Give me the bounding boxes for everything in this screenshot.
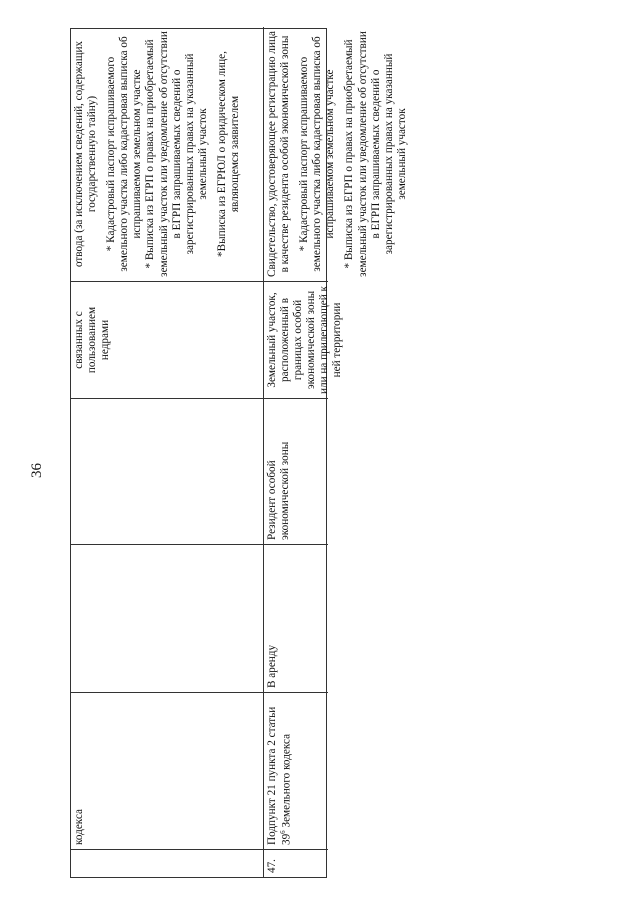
legal-basis-superscript: 6 <box>279 830 288 834</box>
land-plot-cell: связанных с пользованием недрами <box>71 281 264 398</box>
row-number-cell <box>71 849 264 877</box>
document-item: * Кадастровый паспорт испрашиваемого земельного участка либо кадастровая выписка об испрашиваемом земельном участке <box>298 36 337 272</box>
documents-cell <box>71 27 264 281</box>
applicant-cell <box>71 398 264 544</box>
legal-basis-text: Подпункт 21 пункта 2 статьи 39 <box>266 706 293 845</box>
legal-basis-text: Земельного кодекса <box>280 733 293 828</box>
document-item: *Выписка из ЕГРЮЛ о юридическом лице, являющемся заявителем <box>215 51 242 257</box>
document-item: отвода (за исключением сведений, содержащих государственную тайну) <box>73 40 99 268</box>
row-number-cell: 47. <box>264 849 328 877</box>
document-item: * Выписка из ЕГРП о правах на приобретаемый земельный участок или уведомление об отсутствии в ЕГРП запрашиваемых сведений о зарегистрированных правах на указанный земельный участок <box>144 31 209 277</box>
document-item: Свидетельство, удостоверяющее регистрацию лица в качестве резидента особой экономической зоны <box>266 31 292 277</box>
land-documents-table <box>70 28 408 878</box>
applicant-cell: Резидент особой экономической зоны <box>264 398 328 544</box>
land-plot-cell: Земельный участок, расположенный в границах особой экономической зоны или на прилегающей к ней территории <box>264 281 328 398</box>
documents-cell <box>264 27 408 281</box>
right-type-cell <box>71 544 264 692</box>
legal-basis-cell <box>264 692 328 849</box>
right-type-cell: В аренду <box>264 544 328 692</box>
page-number: 36 <box>29 463 45 478</box>
document-item: * Выписка из ЕГРП о правах на приобретаемый земельный участок или уведомление об отсутствии в ЕГРП запрашиваемых сведений о зарегистрированных правах на указанный земельный участок <box>343 31 408 277</box>
legal-basis-cell: кодекса <box>71 692 264 849</box>
document-item: * Кадастровый паспорт испрашиваемого земельного участка либо кадастровая выписка об испрашиваемом земельном участке <box>105 36 144 272</box>
